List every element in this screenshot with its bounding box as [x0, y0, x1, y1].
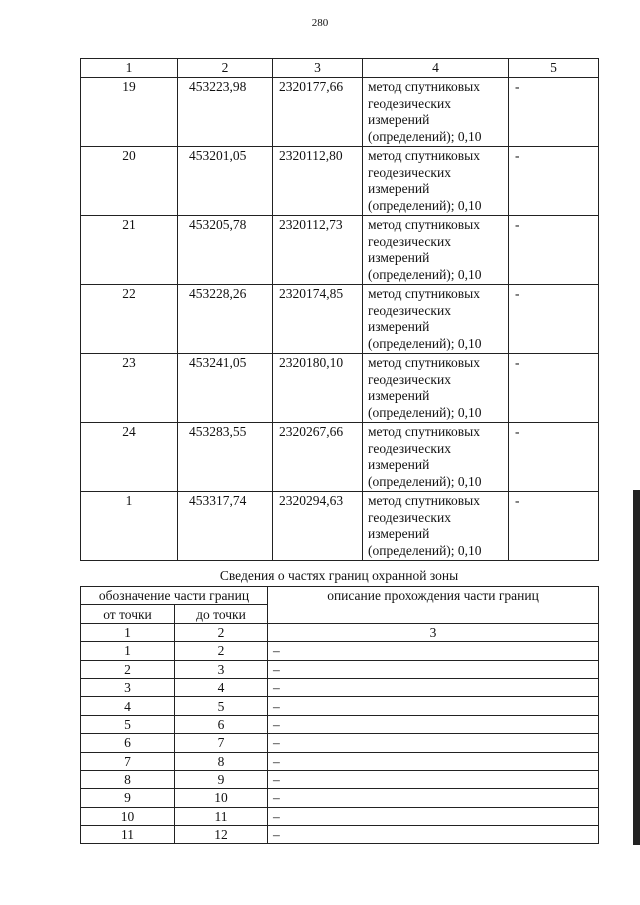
col-number-5: 5: [509, 59, 599, 78]
from-point-cell: 11: [81, 826, 175, 844]
y-coordinate-cell: 2320177,66: [273, 78, 363, 147]
part-description-cell: –: [268, 770, 599, 788]
x-coordinate-cell: 453201,05: [178, 147, 273, 216]
boundary-part-row: [81, 734, 599, 752]
method-accuracy-cell: метод спутниковых геодезических измерений (определений); 0,10: [363, 492, 509, 561]
part-description-cell: –: [268, 789, 599, 807]
method-accuracy-cell: метод спутниковых геодезических измерений (определений); 0,10: [363, 285, 509, 354]
coordinates-header-row: [81, 59, 599, 78]
note-cell: -: [509, 354, 599, 423]
boundary-part-row: [81, 826, 599, 844]
method-accuracy-cell: метод спутниковых геодезических измерений (определений); 0,10: [363, 78, 509, 147]
part-description-cell: –: [268, 660, 599, 678]
col-number-3: 3: [273, 59, 363, 78]
method-accuracy-cell: метод спутниковых геодезических измерений (определений); 0,10: [363, 354, 509, 423]
point-number-cell: 21: [81, 216, 178, 285]
from-point-cell: 9: [81, 789, 175, 807]
parts-col-number-3: 3: [268, 623, 599, 641]
boundary-part-row: [81, 697, 599, 715]
note-cell: -: [509, 285, 599, 354]
boundary-part-row: [81, 678, 599, 696]
point-number-cell: 23: [81, 354, 178, 423]
to-point-cell: 10: [175, 789, 268, 807]
note-cell: -: [509, 216, 599, 285]
point-number-cell: 20: [81, 147, 178, 216]
part-description-cell: –: [268, 697, 599, 715]
note-cell: -: [509, 78, 599, 147]
boundary-part-row: [81, 752, 599, 770]
boundary-part-row: [81, 642, 599, 660]
note-cell: -: [509, 423, 599, 492]
coordinate-row: [81, 147, 599, 216]
to-point-cell: 4: [175, 678, 268, 696]
y-coordinate-cell: 2320294,63: [273, 492, 363, 561]
part-description-cell: –: [268, 826, 599, 844]
note-cell: -: [509, 147, 599, 216]
from-point-header: от точки: [81, 605, 175, 623]
to-point-cell: 3: [175, 660, 268, 678]
method-accuracy-cell: метод спутниковых геодезических измерений (определений); 0,10: [363, 216, 509, 285]
boundary-part-row: [81, 807, 599, 825]
to-point-cell: 8: [175, 752, 268, 770]
from-point-cell: 10: [81, 807, 175, 825]
part-description-cell: –: [268, 642, 599, 660]
to-point-cell: 9: [175, 770, 268, 788]
y-coordinate-cell: 2320174,85: [273, 285, 363, 354]
from-point-cell: 4: [81, 697, 175, 715]
from-point-cell: 8: [81, 770, 175, 788]
from-point-cell: 3: [81, 678, 175, 696]
x-coordinate-cell: 453228,26: [178, 285, 273, 354]
part-description-cell: –: [268, 752, 599, 770]
coordinate-row: [81, 78, 599, 147]
point-number-cell: 22: [81, 285, 178, 354]
coordinate-row: [81, 423, 599, 492]
part-description-cell: –: [268, 715, 599, 733]
page-number: 280: [311, 17, 329, 29]
description-header: описание прохождения части границ: [268, 587, 599, 624]
x-coordinate-cell: 453223,98: [178, 78, 273, 147]
x-coordinate-cell: 453241,05: [178, 354, 273, 423]
y-coordinate-cell: 2320112,73: [273, 216, 363, 285]
coordinate-row: [81, 285, 599, 354]
point-number-cell: 24: [81, 423, 178, 492]
to-point-cell: 7: [175, 734, 268, 752]
boundary-part-row: [81, 789, 599, 807]
part-description-cell: –: [268, 678, 599, 696]
col-number-4: 4: [363, 59, 509, 78]
point-number-cell: 19: [81, 78, 178, 147]
to-point-cell: 6: [175, 715, 268, 733]
y-coordinate-cell: 2320267,66: [273, 423, 363, 492]
to-point-cell: 2: [175, 642, 268, 660]
x-coordinate-cell: 453205,78: [178, 216, 273, 285]
point-number-cell: 1: [81, 492, 178, 561]
designation-header: обозначение части границ: [81, 587, 268, 605]
y-coordinate-cell: 2320180,10: [273, 354, 363, 423]
x-coordinate-cell: 453317,74: [178, 492, 273, 561]
method-accuracy-cell: метод спутниковых геодезических измерений (определений); 0,10: [363, 423, 509, 492]
from-point-cell: 7: [81, 752, 175, 770]
part-description-cell: –: [268, 734, 599, 752]
parts-col-number-1: 1: [81, 623, 175, 641]
boundary-part-row: [81, 660, 599, 678]
to-point-cell: 12: [175, 826, 268, 844]
coordinate-row: [81, 354, 599, 423]
col-number-2: 2: [178, 59, 273, 78]
scan-edge-shadow: [633, 490, 640, 845]
x-coordinate-cell: 453283,55: [178, 423, 273, 492]
parts-section-caption: Сведения о частях границ охранной зоны: [219, 568, 459, 583]
coordinates-table: [80, 58, 599, 561]
boundary-part-row: [81, 770, 599, 788]
method-accuracy-cell: метод спутниковых геодезических измерений (определений); 0,10: [363, 147, 509, 216]
boundary-part-row: [81, 715, 599, 733]
parts-header-row: [81, 587, 599, 605]
from-point-cell: 5: [81, 715, 175, 733]
y-coordinate-cell: 2320112,80: [273, 147, 363, 216]
boundary-parts-table: [80, 586, 599, 844]
note-cell: -: [509, 492, 599, 561]
from-point-cell: 6: [81, 734, 175, 752]
to-point-cell: 5: [175, 697, 268, 715]
coordinate-row: [81, 492, 599, 561]
to-point-cell: 11: [175, 807, 268, 825]
to-point-header: до точки: [175, 605, 268, 623]
parts-col-number-2: 2: [175, 623, 268, 641]
from-point-cell: 2: [81, 660, 175, 678]
from-point-cell: 1: [81, 642, 175, 660]
col-number-1: 1: [81, 59, 178, 78]
coordinate-row: [81, 216, 599, 285]
parts-colnum-row: [81, 623, 599, 641]
part-description-cell: –: [268, 807, 599, 825]
